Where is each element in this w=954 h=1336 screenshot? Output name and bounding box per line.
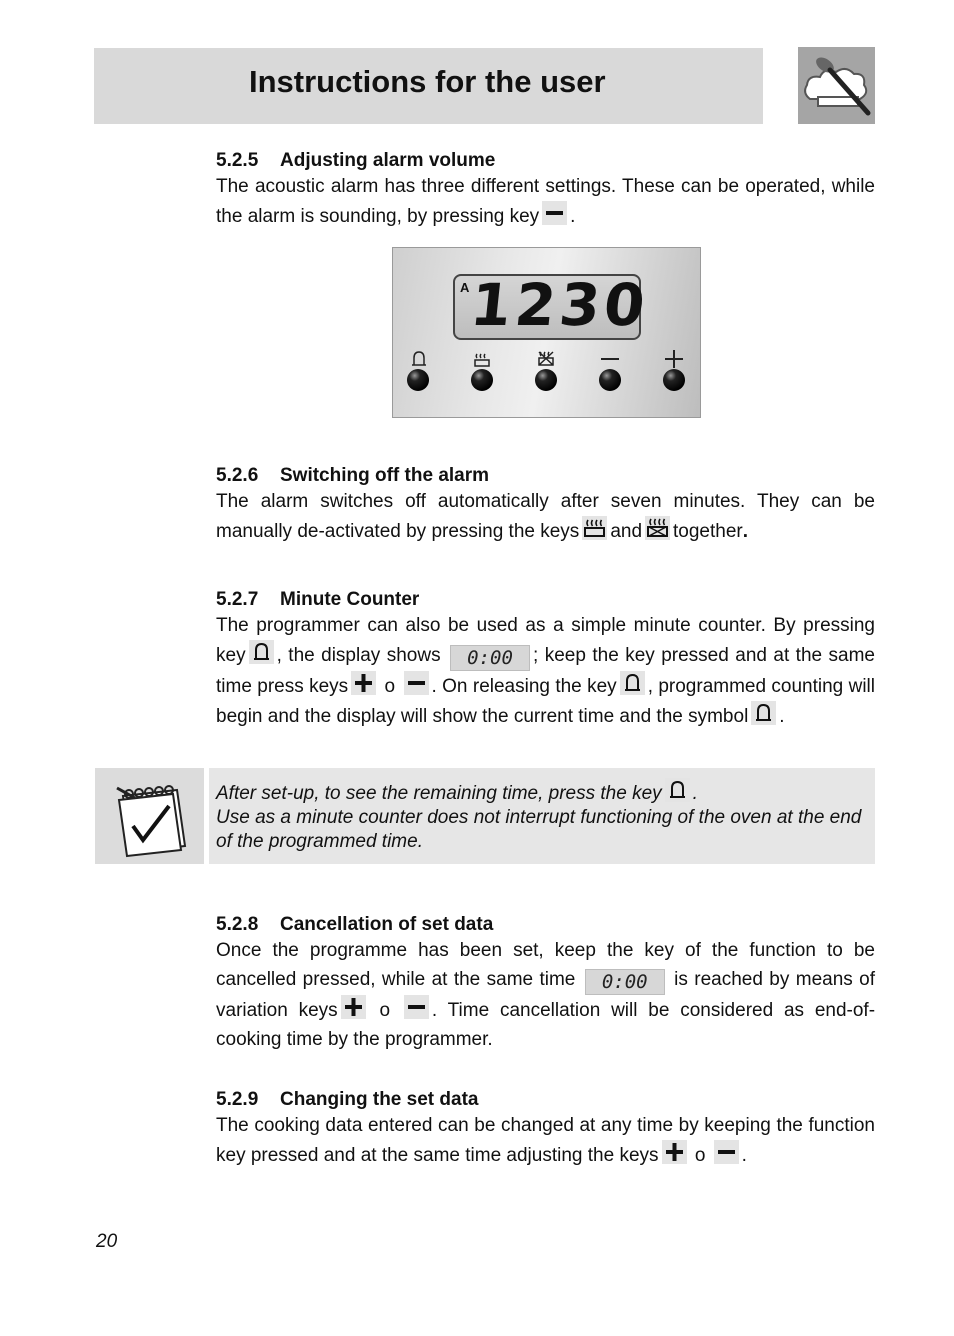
auto-indicator: A [460,280,470,295]
bell-key-icon [665,778,690,802]
programmer-panel-illustration [392,247,701,418]
notepad-icon [95,768,204,864]
cooking-time-key-icon [582,516,607,540]
section-5-2-6: 5.2.6 Switching off the alarm The alarm switches off automatically after seven minutes. They can be manually de-activated by pressing the keys and together. [216,465,875,542]
minus-key-icon [404,995,429,1019]
lcd-zero-display: 0:00 [450,645,530,671]
bell-key-icon [249,640,274,664]
plus-key-icon [351,671,376,695]
section-5-2-7: 5.2.7 Minute Counter The programmer can also be used as a simple minute counter. By pressing key , the display shows 0:00 ; keep the key pressed and at the same time press keys o . On releasing the key , programmed counting will begin and the display will show the current time and the symbol . [216,589,876,727]
section-heading: 5.2.6 Switching off the alarm [216,465,490,486]
section-5-2-5: 5.2.5 Adjusting alarm volume The acoustic alarm has three different settings. These can be operated, while the alarm is sounding, by pressing key . [216,150,875,227]
bell-key-icon [620,671,645,695]
section-heading: 5.2.7 Minute Counter [216,589,420,610]
plus-key-icon [341,995,366,1019]
minus-key-icon [404,671,429,695]
page-number: 20 [96,1231,118,1252]
end-cooking-key-icon [645,516,670,540]
section-5-2-9: 5.2.9 Changing the set data The cooking data entered can be changed at any time by keeping the function key pressed and at the same time adjusting the keys o . [216,1089,875,1166]
end-cooking-key[interactable] [535,369,557,391]
header-bar [94,48,763,124]
cooking-time-key[interactable] [471,369,493,391]
bell-key[interactable] [407,369,429,391]
plus-key-icon [662,1140,687,1164]
plus-key[interactable] [663,369,685,391]
minus-key-icon [714,1140,739,1164]
display-time: 1230 [467,271,653,339]
note-box: After set-up, to see the remaining time, press the key . Use as a minute counter does not interrupt functioning of the oven at the end of the programmed time. [209,768,875,864]
bell-key-icon [751,701,776,725]
section-heading: 5.2.8 Cancellation of set data [216,914,494,935]
lcd-zero-display: 0:00 [585,969,665,995]
chef-logo-icon [798,47,875,124]
minus-key[interactable] [599,369,621,391]
section-heading: 5.2.5 Adjusting alarm volume [216,150,496,171]
panel-keys [393,248,700,417]
minus-key-icon [542,201,567,225]
section-5-2-8: 5.2.8 Cancellation of set data Once the programme has been set, keep the key of the function to be cancelled pressed, while at the same time 0:00 is reached by means of variation keys o . Time cancellation will be considered as end-of-cooking time by the programmer. [216,914,876,1050]
section-heading: 5.2.9 Changing the set data [216,1089,479,1110]
page-title: Instructions for the user [249,64,606,99]
